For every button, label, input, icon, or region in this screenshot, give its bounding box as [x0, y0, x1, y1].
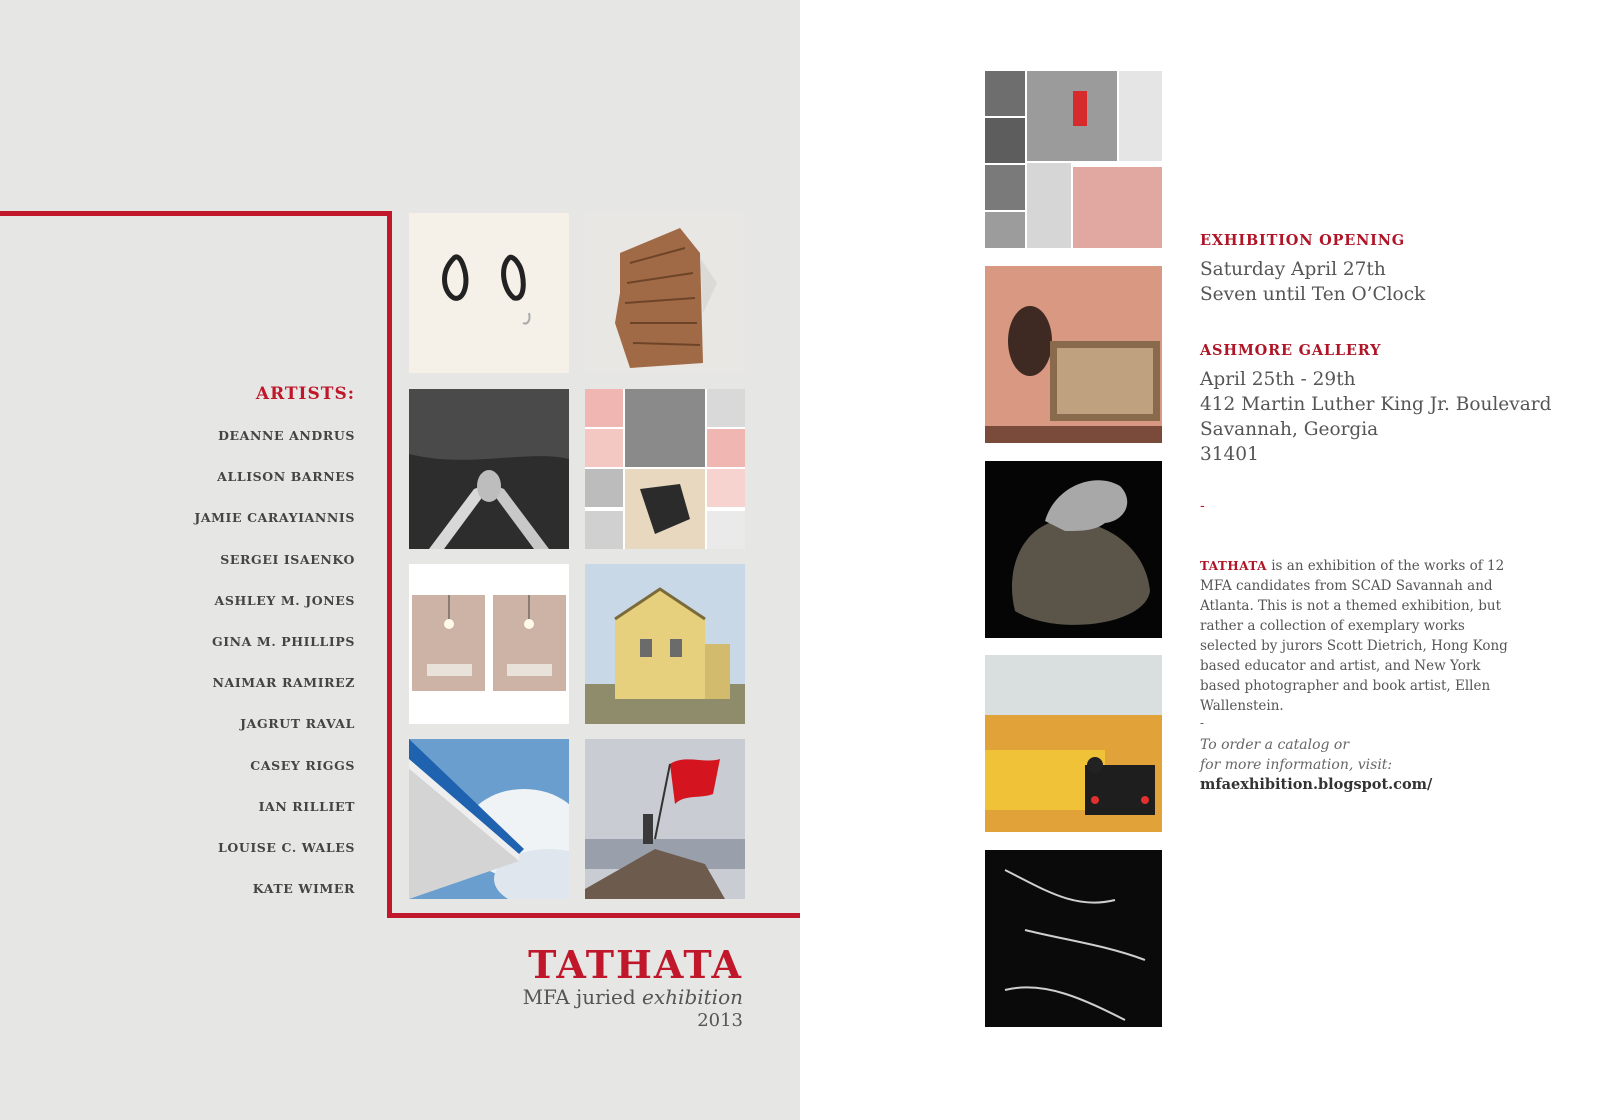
artist-name: KATE WIMER	[252, 881, 355, 897]
artwork-taxi-street	[985, 655, 1162, 832]
artwork-wood-face	[585, 213, 745, 373]
order-line-2: for more information, visit:	[1200, 757, 1393, 773]
artwork-gas-station-canopy	[409, 739, 569, 899]
description-text: is an exhibition of the works of 12 MFA candidates from SCAD Savannah and Atlanta. This is not a themed exhibition, but rather a collection of exemplary works selected by jurors Scott Dietrich, Hong Kong based educator and artist, and New York based photographer and book artist, Ellen Wallenstein.	[1200, 558, 1508, 714]
red-frame-vertical-line	[387, 211, 392, 918]
opening-section	[1200, 232, 1425, 307]
artist-name: SERGEI ISAENKO	[220, 551, 355, 567]
artist-name: JAMIE CARAYIANNIS	[194, 510, 355, 526]
order-info	[1200, 735, 1392, 775]
description-brand: TATHATA	[1200, 559, 1267, 573]
separator-dash-2: -	[1200, 716, 1205, 730]
artwork-yellow-house	[585, 564, 745, 724]
exhibition-year: 2013	[697, 1010, 743, 1031]
gallery-address: 412 Martin Luther King Jr. Boulevard	[1200, 394, 1552, 415]
artwork-xray-feet	[985, 850, 1162, 1027]
artist-name: LOUISE C. WALES	[217, 839, 355, 855]
artwork-red-flag	[585, 739, 745, 899]
artwork-lightbulbs	[409, 564, 569, 724]
exhibition-subtitle	[523, 985, 743, 1009]
opening-time: Seven until Ten O’Clock	[1200, 284, 1426, 305]
artwork-collage-grid	[585, 389, 745, 549]
red-frame-top-line	[0, 211, 392, 216]
artist-list	[55, 428, 355, 922]
artists-heading: ARTISTS:	[255, 384, 355, 404]
opening-date: Saturday April 27th	[1200, 259, 1386, 280]
artist-name: ASHLEY M. JONES	[214, 592, 355, 608]
artist-name: CASEY RIGGS	[250, 757, 355, 773]
artist-name: DEANNE ANDRUS	[218, 428, 355, 443]
opening-heading: EXHIBITION OPENING	[1200, 232, 1405, 249]
artist-name: IAN RILLIET	[258, 798, 355, 814]
gallery-section	[1200, 342, 1551, 467]
subtitle-italic: exhibition	[642, 985, 743, 1009]
gallery-dates: April 25th - 29th	[1200, 369, 1356, 390]
artwork-horse-sculpture	[985, 461, 1162, 638]
subtitle-plain: MFA juried	[522, 985, 636, 1009]
separator-dash: -	[1200, 498, 1205, 514]
gallery-city: Savannah, Georgia	[1200, 419, 1379, 440]
exhibition-title: TATHATA	[528, 942, 743, 987]
gallery-heading: ASHMORE GALLERY	[1200, 342, 1382, 359]
artwork-painting-wall	[985, 266, 1162, 443]
artwork-ink-figures	[409, 213, 569, 373]
artwork-photo-collage	[985, 71, 1162, 248]
order-line-1: To order a catalog or	[1200, 737, 1350, 753]
artwork-hands-photo	[409, 389, 569, 549]
gallery-zip: 31401	[1200, 444, 1259, 465]
website-link[interactable]: mfaexhibition.blogspot.com/	[1200, 776, 1433, 793]
artist-name: JAGRUT RAVAL	[240, 716, 355, 732]
red-frame-bottom-line	[387, 913, 800, 918]
artist-name: NAIMAR RAMIREZ	[212, 675, 355, 691]
artist-name: GINA M. PHILLIPS	[211, 633, 355, 649]
artist-name: ALLISON BARNES	[217, 469, 355, 485]
description	[1200, 556, 1520, 716]
